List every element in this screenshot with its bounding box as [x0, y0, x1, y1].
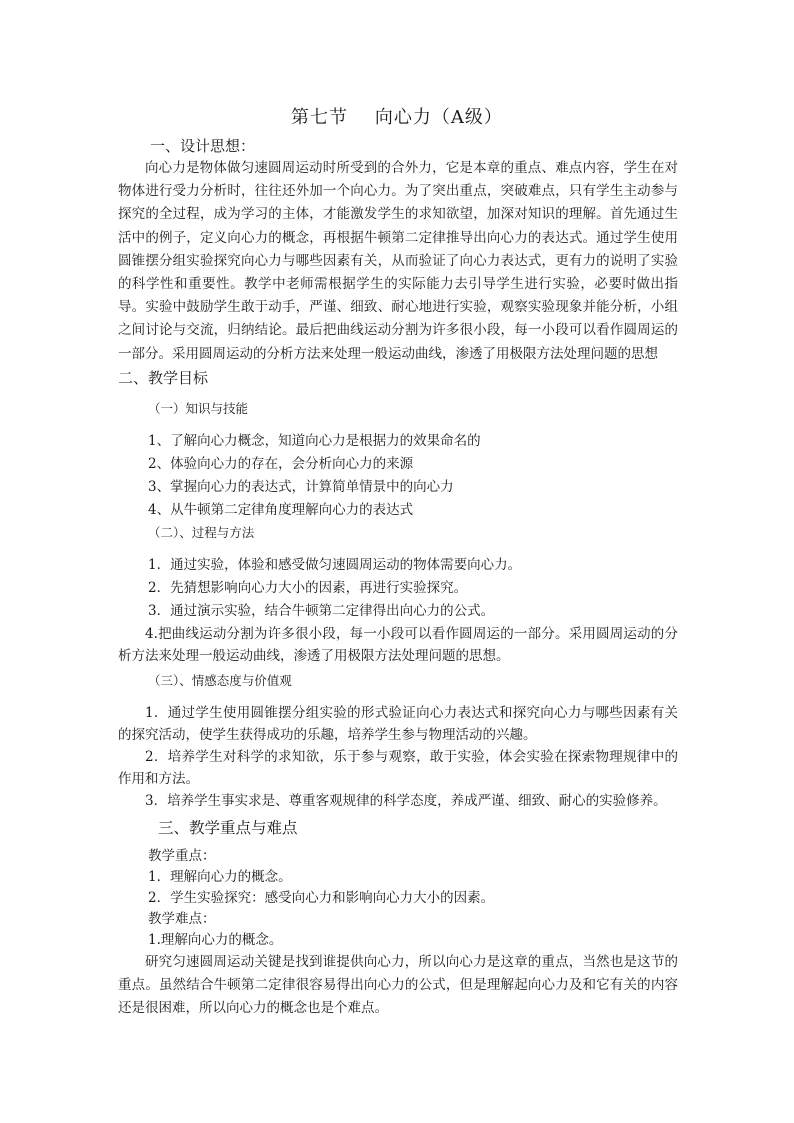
list-item: 1．通过学生使用圆锥摆分组实验的形式验证向心力表达式和探究向心力与哪些因素有关的探究活动，使学生获得成功的乐趣，培养学生参与物理活动的兴趣。 — [118, 705, 678, 743]
process-heading: （二）、过程与方法 — [148, 525, 255, 540]
list-item: 3．培养学生事实求是、尊重客观规律的科学态度，养成严谨、细致、耐心的实验修养。 — [145, 793, 667, 809]
list-item: 4.把曲线运动分割为许多很小段，每一小段可以看作圆周运的一部分。采用圆周运动的分析方法来处理一般运动曲线，渗透了用极限方法处理问题的思想。 — [118, 626, 678, 664]
attitude-subsection — [118, 670, 678, 812]
design-section — [118, 135, 678, 366]
list-item: 2．学生实验探究：感受向心力和影响向心力大小的因素。 — [148, 890, 495, 906]
list-item: 2．先猜想影响向心力大小的因素，再进行实验探究。 — [148, 580, 468, 596]
list-item: 1．通过实验，体验和感受做匀速圆周运动的物体需要向心力。 — [148, 557, 522, 573]
list-item: 1、了解向心力概念，知道向心力是根据力的效果命名的 — [148, 433, 481, 449]
list-item: 1．理解向心力的概念。 — [148, 869, 292, 885]
process-subsection — [118, 522, 678, 667]
list-item: 1.理解向心力的概念。 — [148, 932, 283, 948]
key-points-heading: 三、教学重点与难点 — [158, 819, 298, 837]
knowledge-heading: （一）知识与技能 — [148, 401, 249, 416]
attitude-heading: （三）、情感态度与价值观 — [148, 673, 292, 688]
knowledge-subsection — [148, 398, 678, 522]
key-label: 教学重点： — [148, 848, 216, 864]
design-paragraph: 向心力是物体做匀速圆周运动时所受到的合外力，它是本章的重点、难点内容，学生在对物体进行受力分析时，往往还外加一个向心力。为了突出重点，突破难点，只有学生主动参与探究的全过程，成为学习的主体，才能激发学生的求知欲望，加深对知识的理解。首先通过生活中的例子，定义向心力的概念，再根据牛顿第二定律推导出向心力的表达式。通过学生使用圆锥摆分组实验探究向心力与哪些因素有关，从而验证了向心力表达式，更有力的说明了实验的科学性和重要性。教学中老师需根据学生的实际能力去引导学生进行实验，必要时做出指导。实验中鼓励学生敢于动手，严谨、细致、耐心地进行实验，观察实验现象并能分析，小组之间讨论与交流，归纳结论。最后把曲线运动分割为许多很小段，每一小段可以看作圆周运的一部分。采用圆周运动的分析方法来处理一般运动曲线，渗透了用极限方法处理问题的思想 — [118, 160, 678, 362]
difficulty-paragraph: 研究匀速圆周运动关键是找到谁提供向心力，所以向心力是这章的重点，当然也是这节的重点。虽然结合牛顿第二定律很容易得出向心力的公式，但是理解起向心力及和它有关的内容还是很困难，所以向心力的概念也是个难点。 — [118, 954, 678, 1016]
list-item: 2．培养学生对科学的求知欲，乐于参与观察，敢于实验，体会实验在探索物理规律中的作用和方法。 — [118, 749, 678, 787]
page-title: 第七节 向心力（A级） — [291, 107, 503, 128]
key-points-section — [118, 816, 678, 1020]
list-item: 3、掌握向心力的表达式，计算简单情景中的向心力 — [148, 479, 454, 495]
list-item: 3．通过演示实验，结合牛顿第二定律得出向心力的公式。 — [148, 603, 495, 619]
list-item: 2、体验向心力的存在，会分析向心力的来源 — [148, 456, 414, 472]
difficulty-label: 教学难点： — [148, 911, 216, 927]
list-item: 4、从牛顿第二定律角度理解向心力的表达式 — [148, 502, 414, 518]
objectives-section — [118, 366, 678, 390]
design-heading: 一、设计思想： — [150, 137, 256, 155]
objectives-heading: 二、教学目标 — [118, 369, 209, 387]
